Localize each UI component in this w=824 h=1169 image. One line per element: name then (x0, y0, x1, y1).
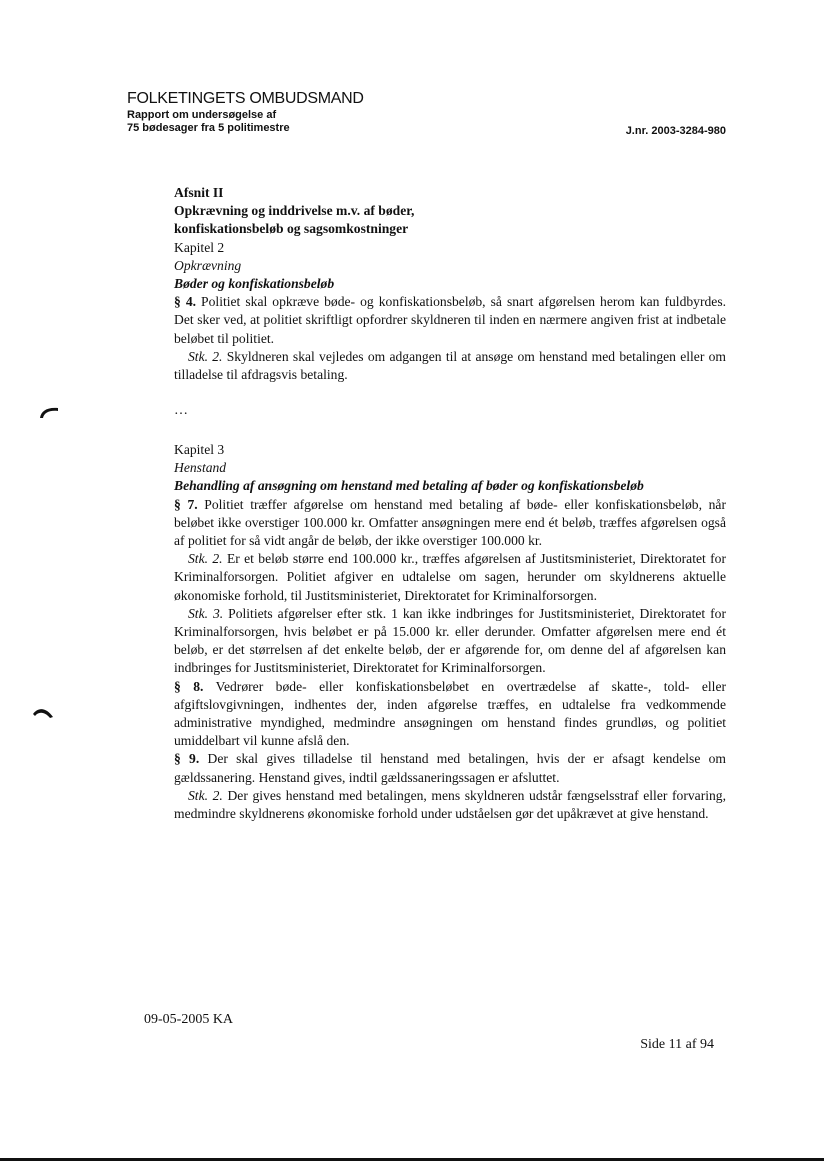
bottom-rule (0, 1158, 824, 1161)
journal-number: J.nr. 2003-3284-980 (625, 125, 726, 137)
section-afsnit-ii (174, 184, 726, 384)
paragraph-number: § 4. (174, 294, 197, 310)
paragraph-7 (174, 496, 726, 551)
chapter-label: Kapitel 3 (174, 442, 225, 457)
paragraph-text: Politiets afgørelser efter stk. 1 kan ikke indbringes for Justitsministeriet, Direktoratet for Kriminalforsorgen, hvis beløbet er på 15.000 kr. eller derunder. Omfatter afgørelsen mere end ét beløb, er det størrelsen af det enkelte beløb, der er afgørende for, om denne del af afgørelsen kan indbringes for Justitsministeriet, Direktoratet for Kriminalforsorgen. (174, 605, 726, 676)
ellipsis: … (174, 403, 188, 418)
paragraph-text: Der gives henstand med betalingen, mens skyldneren udstår fængselsstraf eller forvaring, medmindre skyldnerens økonomiske forhold under udståelsen gør det upåkrævet at give henstand. (174, 787, 726, 822)
paragraph-7-stk-3 (174, 605, 726, 678)
paragraph-number: § 7. (174, 496, 198, 512)
paragraph-4 (174, 293, 726, 348)
paragraph-text: Er et beløb større end 100.000 kr., træffes afgørelsen af Justitsministeriet, Direktoratet for Kriminalforsorgen. Politiet afgiver en udtalelse om sagen, herunder om skyldnerens aktuelle økonomiske forhold, til Justitsministeriet, Direktoratet for Kriminalforsorgen. (174, 551, 726, 603)
paragraph-text: Politiet skal opkræve bøde- og konfiskationsbeløb, så snart afgørelsen herom kan fuldbyrdes. Det sker ved, at politiet skriftligt opfordrer skyldneren til inden en nærmere angiven frist at indbetale beløbet til politiet. (174, 294, 727, 346)
footer-date: 09-05-2005 KA (144, 1012, 234, 1027)
paragraph-8 (174, 678, 726, 751)
section-heading: Afsnit II (174, 185, 224, 200)
subheading: Behandling af ansøgning om henstand med betaling af bøder og konfiskationsbeløb (174, 478, 644, 494)
scan-hole-punch-mark-icon (38, 405, 60, 419)
document-subtitle-line1: Rapport om undersøgelse af (127, 109, 277, 121)
stk-label: Stk. 2. (188, 787, 223, 803)
paragraph-text: Der skal gives tilladelse til henstand med betalingen, hvis der er afsagt kendelse om gældssanering. Henstand gives, indtil gældssaneringssagen er afsluttet. (174, 751, 726, 785)
paragraph-9-stk-2 (174, 787, 726, 823)
section-title-line2: konfiskationsbeløb og sagsomkostninger (174, 221, 409, 237)
paragraph-text: Politiet træffer afgørelse om henstand med betaling af bøde- eller konfiskationsbeløb, når beløbet ikke overstiger 100.000 kr. Omfatter ansøgningen mere end ét beløb, træffes afgørelsen også af politiet for så vidt angår de beløb, der ikke overstiger 100.000 kr. (174, 496, 726, 549)
section-kapitel-3 (174, 441, 726, 823)
paragraph-4-stk-2 (174, 348, 726, 384)
stk-label: Stk. 2. (188, 348, 223, 364)
stk-label: Stk. 2. (188, 551, 223, 567)
document-subtitle-line2: 75 bødesager fra 5 politimestre (127, 122, 290, 134)
stk-label: Stk. 3. (188, 605, 224, 621)
document-title: FOLKETINGETS OMBUDSMAND (127, 90, 364, 107)
paragraph-text: Vedrører bøde- eller konfiskationsbeløbet en overtrædelse af skatte-, told- eller afgiftslovgivningen, indhentes der, inden afgørelse træffes, en udtalelse fra vedkommende administrative myndighed, medmindre ansøgningen om henstand findes grundløs, og politiet umiddelbart vil kunne afslå den. (174, 678, 727, 749)
chapter-title: Henstand (174, 460, 227, 476)
chapter-label: Kapitel 2 (174, 239, 225, 255)
subheading: Bøder og konfiskationsbeløb (174, 276, 335, 292)
paragraph-7-stk-2 (174, 550, 726, 605)
paragraph-text: Skyldneren skal vejledes om adgangen til at ansøge om henstand med betalingen eller om tilladelse til afdragsvis betaling. (174, 348, 726, 383)
paragraph-number: § 9. (174, 751, 200, 767)
section-title-line1: Opkrævning og inddrivelse m.v. af bøder, (174, 203, 415, 219)
chapter-title: Opkrævning (174, 257, 242, 273)
page-number: Side 11 af 94 (640, 1037, 714, 1052)
paragraph-number: § 8. (174, 678, 204, 694)
scan-hole-punch-mark-icon (32, 705, 54, 719)
paragraph-9 (174, 750, 726, 786)
